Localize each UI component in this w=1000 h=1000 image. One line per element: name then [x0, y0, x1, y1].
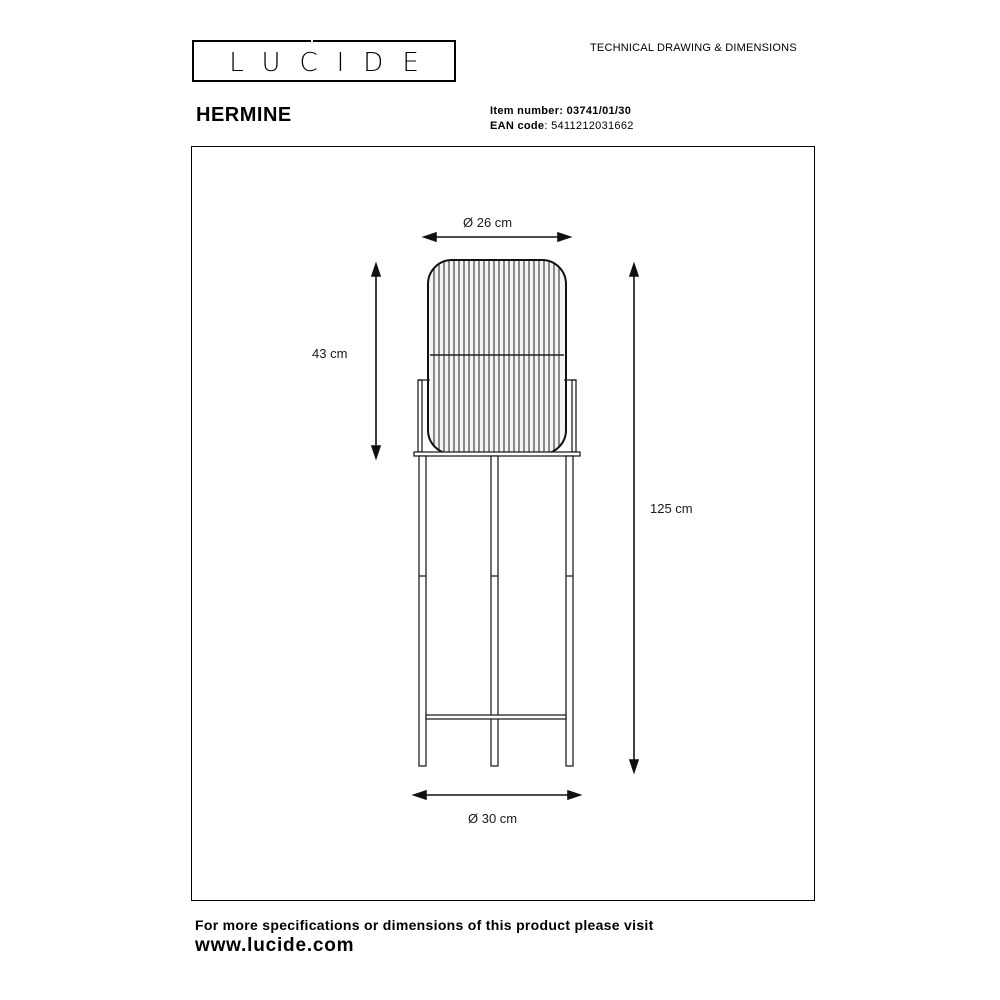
base-diameter-label: Ø 30 cm — [468, 811, 518, 826]
ean-value: : 5411212031662 — [544, 120, 634, 132]
item-number-value: 03741/01/30 — [566, 105, 632, 117]
total-height-label: 125 cm — [650, 501, 693, 516]
item-number-label: Item number: — [490, 105, 564, 117]
logo-text: LUCIDE — [229, 48, 438, 78]
footer-url[interactable]: www.lucide.com — [195, 935, 355, 956]
document-type: TECHNICAL DRAWING & DIMENSIONS — [590, 42, 797, 54]
ean-label: EAN code — [490, 120, 545, 132]
lamp-shade — [428, 258, 566, 456]
shade-height-label: 43 cm — [312, 346, 348, 361]
product-name: HERMINE — [196, 104, 292, 126]
shade-diameter-label: Ø 26 cm — [463, 215, 513, 230]
footer-text: For more specifications or dimensions of this product please visit — [195, 917, 654, 933]
